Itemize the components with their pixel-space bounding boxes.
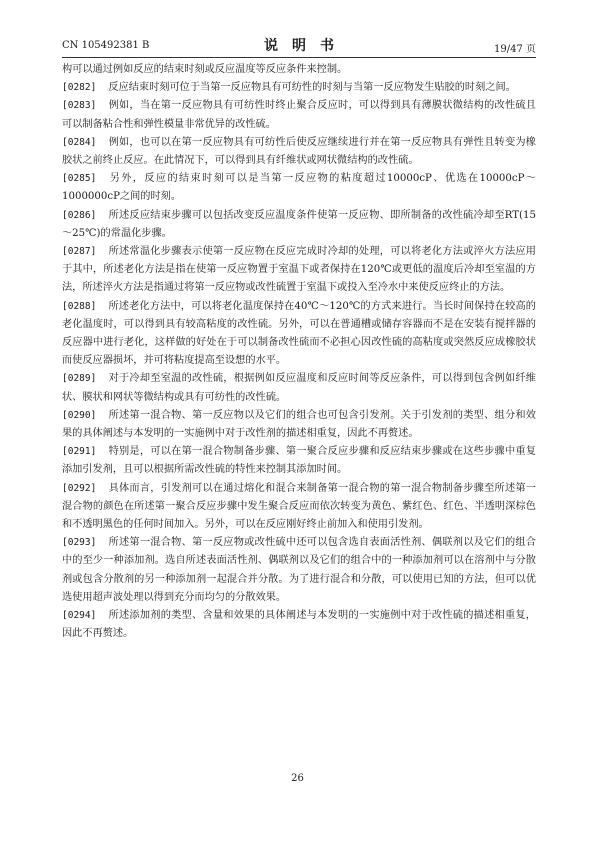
paragraph-text: 所述添加剂的类型、含量和效果的具体阐述与本发明的一实施例中对于改性硫的描述相重复，因此不再赘述。 <box>62 610 536 640</box>
paragraph <box>62 370 536 406</box>
paragraph-number: [0292] <box>62 482 97 494</box>
paragraph-text: 反应结束时刻可位于当第一反应物具有可纺性的时刻与当第一反应物发生贴胶的时刻之间。 <box>108 82 516 94</box>
paragraph-text: 对于冷却至室温的改性硫，根据例如反应温度和反应时间等反应条件，可以得到包含例如纤维状、膜状和网状等微结构或具有可纺性的改性硫。 <box>62 373 536 403</box>
paragraph-text: 所述老化方法中，可以将老化温度保持在40℃～120℃的方式来进行。当长时间保持在较高的老化温度时，可以得到具有较高粘度的改性硫。另外，可以在普通槽或储存容器而不是在安装有搅拌器的反应器中进行老化，这样做的好处在于可以制备改性硫而不必担心因改性硫的高粘度或突然反应成橡胶状而使反应器损坏，并可将粘度提高至设想的水平。 <box>62 300 536 367</box>
paragraph-number: [0289] <box>62 373 97 385</box>
paragraph-text: 具体而言，引发剂可以在通过熔化和混合来制备第一混合物的第一混合物制备步骤至所述第一混合物的颜色在所述第一聚合反应步骤中发生聚合反应而依次转变为黄色、紫红色、红色、半透明深棕色和不透明黑色的任何时间加入。另外，可以在反应刚好终止前加入和使用引发剂。 <box>62 482 536 531</box>
paragraph <box>62 97 536 133</box>
paragraph-text: 例如，也可以在第一反应物具有可纺性后使反应继续进行并在第一反应物具有弹性且转变为橡胶状之前终止反应。在此情况下，可以得到具有纤维状或网状微结构的改性硫。 <box>62 136 536 167</box>
paragraph-number: [0293] <box>62 537 97 549</box>
paragraph <box>62 134 536 170</box>
paragraph <box>62 480 536 535</box>
paragraph-text: 特别是，可以在第一混合物制备步骤、第一聚合反应步骤和反应结束步骤或在这些步骤中重复添加引发剂，且可以根据所需改性硫的特性来控制其添加时间。 <box>62 446 536 476</box>
publication-number: CN 105492381 B <box>62 40 150 51</box>
paragraph-number: [0283] <box>62 100 97 112</box>
paragraph-text: 例如，当在第一反应物具有可纺性时终止聚合反应时，可以得到具有薄膜状微结构的改性硫且可以制备粘合性和弹性模量非常优异的改性硫。 <box>62 100 536 130</box>
paragraph-text: 所述常温化步骤表示使第一反应物在反应完成时冷却的处理，可以将老化方法或淬火方法应用于其中，所述老化方法是指在使第一反应物置于室温下或者保持在120℃或更低的温度后冷却至室温的方法，所述淬火方法是指通过将第一反应物或改性硫置于室温下或投入至冷水中来使反应终止的方法。 <box>62 246 536 294</box>
paragraph <box>62 607 536 643</box>
paragraph-number: [0286] <box>62 209 97 221</box>
document-title: 说 明 书 <box>264 38 334 54</box>
paragraph-text: 所述第一混合物、第一反应物或改性硫中还可以包含选自表面活性剂、偶联剂以及它们的组合中的至少一种添加剂。选自所述表面活性剂、偶联剂以及它们的组合中的一种添加剂可以在溶剂中与分散剂或包含分散剂的另一种添加剂一起混合并分散。为了进行混合和分散，可以使用已知的方法，但可以优选使用超声波处理以得到充分而均匀的分散效果。 <box>62 537 536 603</box>
paragraph-text: 所述第一混合物、第一反应物以及它们的组合也可包含引发剂。关于引发剂的类型、组分和效果的具体阐述与本发明的一实施例中对于改性剂的描述相重复，因此不再赘述。 <box>62 409 536 440</box>
paragraph-number: [0290] <box>62 409 97 421</box>
paragraph-number: [0287] <box>62 246 97 258</box>
page-header <box>62 34 536 56</box>
document-body <box>62 61 536 644</box>
paragraph <box>62 79 536 97</box>
paragraph-number: [0285] <box>62 173 97 185</box>
page-indicator: 19/47 页 <box>494 44 536 55</box>
paragraph-text: 另外，反应的结束时刻可以是当第一反应物的粘度超过10000cP、优选在10000cP～1000000cP之间的时刻。 <box>62 173 536 203</box>
header-rule <box>62 57 536 58</box>
paragraph-number: [0294] <box>62 610 97 622</box>
paragraph-number: [0288] <box>62 300 97 312</box>
paragraph <box>62 243 536 298</box>
continuation-text: 构可以通过例如反应的结束时刻或反应温度等反应条件来控制。 <box>62 64 348 75</box>
paragraph <box>62 170 536 206</box>
paragraph-text: 所述反应结束步骤可以包括改变反应温度条件使第一反应物、即所制备的改性硫冷却至RT(15～25℃)的常温化步骤。 <box>62 209 536 239</box>
paragraph <box>62 207 536 243</box>
paragraph-number: [0284] <box>62 136 97 148</box>
paragraph <box>62 534 536 607</box>
paragraph-number: [0282] <box>62 82 97 94</box>
page-number: 26 <box>291 773 304 784</box>
paragraph-number: [0291] <box>62 446 97 458</box>
paragraph <box>62 443 536 479</box>
paragraph <box>62 298 536 371</box>
paragraph <box>62 407 536 443</box>
